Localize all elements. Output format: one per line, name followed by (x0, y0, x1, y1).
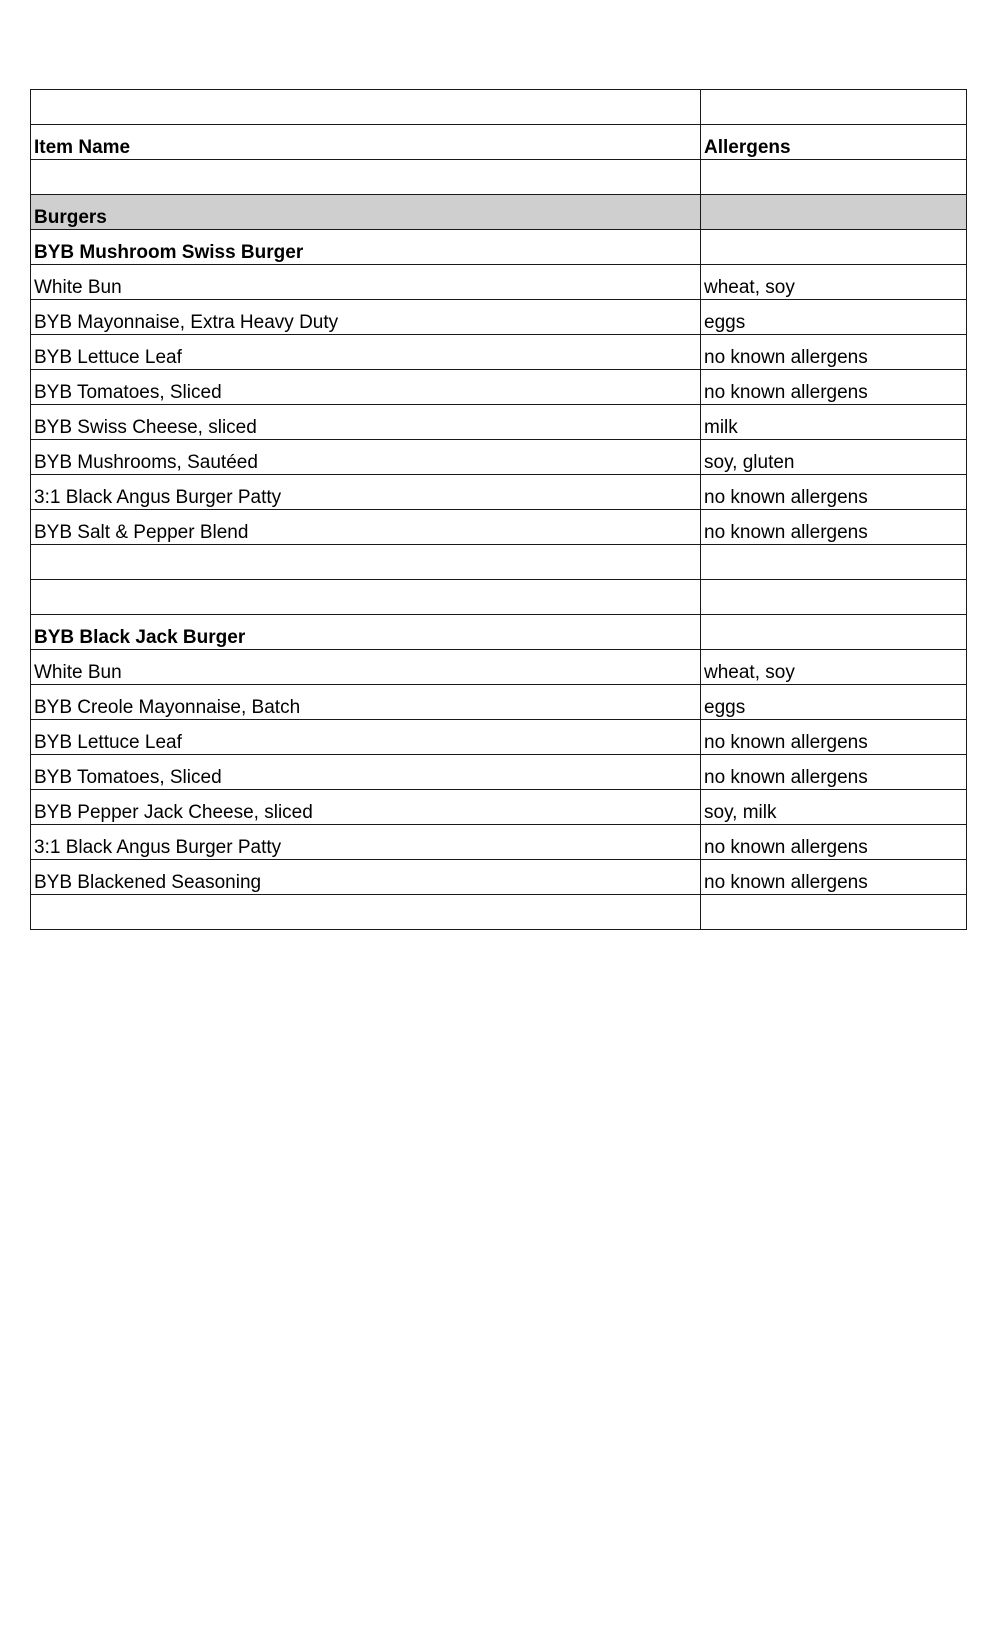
group-title: BYB Black Jack Burger (31, 615, 701, 650)
item-name: BYB Mayonnaise, Extra Heavy Duty (31, 300, 701, 335)
table-row (31, 685, 967, 720)
item-allergens: milk (701, 405, 967, 440)
empty-cell (701, 160, 967, 195)
empty-cell (701, 195, 967, 230)
group-title-row (31, 230, 967, 265)
item-allergens: no known allergens (701, 860, 967, 895)
column-header-allergens: Allergens (701, 125, 967, 160)
table-row-blank (31, 545, 967, 580)
item-name: White Bun (31, 265, 701, 300)
item-allergens: no known allergens (701, 475, 967, 510)
table-row-blank (31, 160, 967, 195)
item-name: BYB Swiss Cheese, sliced (31, 405, 701, 440)
item-name: BYB Pepper Jack Cheese, sliced (31, 790, 701, 825)
column-header-item-name: Item Name (31, 125, 701, 160)
empty-cell (31, 90, 701, 125)
item-name: BYB Blackened Seasoning (31, 860, 701, 895)
table-row (31, 650, 967, 685)
item-name: BYB Lettuce Leaf (31, 335, 701, 370)
table-row (31, 265, 967, 300)
item-allergens: no known allergens (701, 510, 967, 545)
empty-cell (701, 230, 967, 265)
table-row (31, 790, 967, 825)
table-row (31, 860, 967, 895)
item-allergens: eggs (701, 685, 967, 720)
empty-cell (701, 545, 967, 580)
empty-cell (31, 895, 701, 930)
table-header-row (31, 125, 967, 160)
item-name: BYB Salt & Pepper Blend (31, 510, 701, 545)
empty-cell (31, 160, 701, 195)
item-allergens: no known allergens (701, 370, 967, 405)
item-allergens: no known allergens (701, 825, 967, 860)
item-allergens: soy, milk (701, 790, 967, 825)
empty-cell (701, 580, 967, 615)
item-name: White Bun (31, 650, 701, 685)
empty-cell (31, 545, 701, 580)
item-allergens: eggs (701, 300, 967, 335)
table-row (31, 720, 967, 755)
allergen-table (30, 89, 967, 930)
group-title: BYB Mushroom Swiss Burger (31, 230, 701, 265)
item-name: BYB Tomatoes, Sliced (31, 755, 701, 790)
empty-cell (701, 90, 967, 125)
item-allergens: soy, gluten (701, 440, 967, 475)
item-name: BYB Tomatoes, Sliced (31, 370, 701, 405)
table-row (31, 335, 967, 370)
item-name: 3:1 Black Angus Burger Patty (31, 475, 701, 510)
table-row-blank (31, 580, 967, 615)
item-allergens: no known allergens (701, 720, 967, 755)
table-row (31, 440, 967, 475)
item-name: BYB Creole Mayonnaise, Batch (31, 685, 701, 720)
item-allergens: wheat, soy (701, 265, 967, 300)
item-name: BYB Lettuce Leaf (31, 720, 701, 755)
item-allergens: no known allergens (701, 335, 967, 370)
table-row (31, 370, 967, 405)
empty-cell (701, 895, 967, 930)
empty-cell (701, 615, 967, 650)
table-row-blank (31, 90, 967, 125)
section-label: Burgers (31, 195, 701, 230)
table-row (31, 510, 967, 545)
table-row (31, 300, 967, 335)
section-row-burgers (31, 195, 967, 230)
empty-cell (31, 580, 701, 615)
group-title-row (31, 615, 967, 650)
table-row (31, 475, 967, 510)
table-row (31, 405, 967, 440)
item-name: 3:1 Black Angus Burger Patty (31, 825, 701, 860)
item-allergens: no known allergens (701, 755, 967, 790)
item-name: BYB Mushrooms, Sautéed (31, 440, 701, 475)
table-row (31, 755, 967, 790)
item-allergens: wheat, soy (701, 650, 967, 685)
table-row-blank (31, 895, 967, 930)
table-row (31, 825, 967, 860)
